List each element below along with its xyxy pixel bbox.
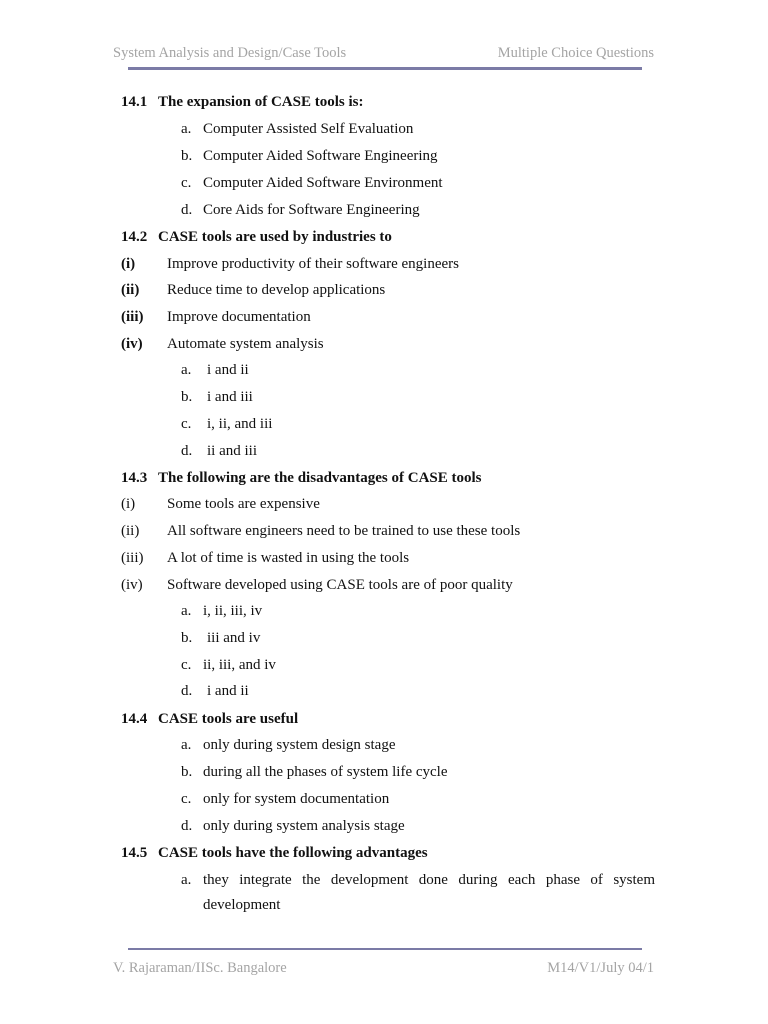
option-text-line: they integrate the development done during each phase of system [203,872,655,888]
statement: (ii) Reduce time to develop applications [121,282,386,298]
header-rule [128,67,642,70]
option: c. ii, iii, and iv [181,657,276,673]
statement: (iii) Improve documentation [121,309,311,325]
question-text: CASE tools have the following advantages [158,845,428,861]
statement: (i) Improve productivity of their software engineers [121,256,459,272]
question-number: 14.4 [121,711,148,727]
footer-rule [128,948,642,950]
statement: (iv) Software developed using CASE tools are of poor quality [121,577,513,593]
option: c. i, ii, and iii [181,416,273,432]
option: a. Computer Assisted Self Evaluation [181,121,414,137]
option: b. i and iii [181,389,253,405]
option: b. during all the phases of system life cycle [181,764,448,780]
question-number: 14.5 [121,845,148,861]
question-number: 14.2 [121,229,148,245]
question-14-2 [121,228,392,246]
option-letter: a. [181,872,192,888]
question-number: 14.3 [121,470,148,486]
statement: (iv) Automate system analysis [121,336,324,352]
option-text-line: development [203,897,281,913]
footer-page-id: M14/V1/July 04/1 [547,960,654,976]
question-number: 14.1 [121,94,148,110]
option: d. Core Aids for Software Engineering [181,202,420,218]
option: a. i and ii [181,362,249,378]
option: c. Computer Aided Software Environment [181,175,443,191]
option: c. only for system documentation [181,791,390,807]
question-text: CASE tools are useful [158,711,299,727]
statement: (i) Some tools are expensive [121,496,320,512]
question-text: The expansion of CASE tools is: [158,94,364,110]
footer-author: V. Rajaraman/IISc. Bangalore [113,960,287,976]
option: a. only during system design stage [181,737,396,753]
question-text: CASE tools are used by industries to [158,229,392,245]
question-14-5 [121,844,428,862]
question-14-3 [121,469,482,487]
option: d. i and ii [181,683,249,699]
header-section: Multiple Choice Questions [497,45,654,61]
option: a. i, ii, iii, iv [181,603,263,619]
question-text: The following are the disadvantages of CASE tools [158,470,482,486]
question-14-4 [121,710,298,728]
option: b. Computer Aided Software Engineering [181,148,438,164]
statement: (ii) All software engineers need to be trained to use these tools [121,523,521,539]
option: d. ii and iii [181,443,257,459]
question-14-1 [121,93,363,111]
statement: (iii) A lot of time is wasted in using the tools [121,550,410,566]
option: b. iii and iv [181,630,261,646]
header-title: System Analysis and Design/Case Tools [113,45,347,61]
option: d. only during system analysis stage [181,818,405,834]
